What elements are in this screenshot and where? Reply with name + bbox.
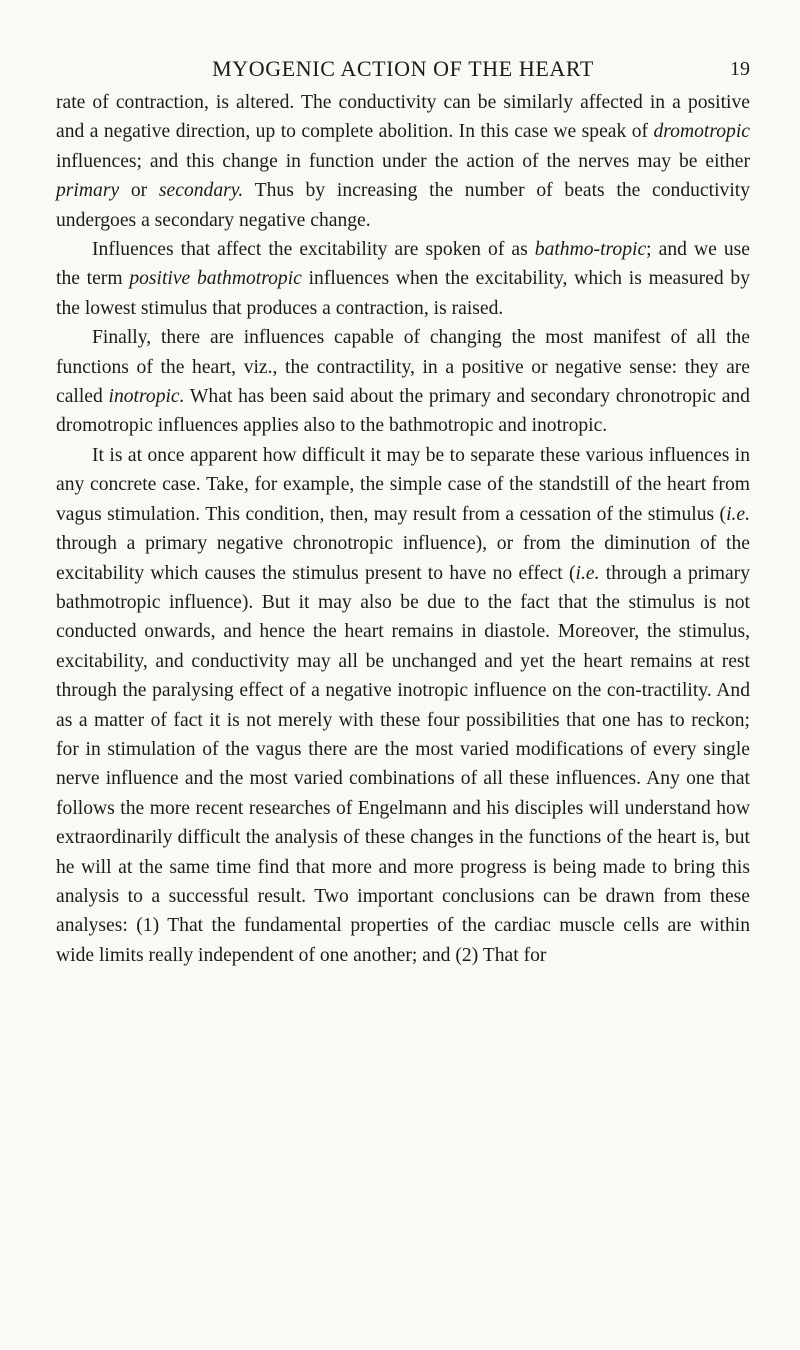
running-head: MYOGENIC ACTION OF THE HEART <box>212 56 594 81</box>
italic-term: inotropic. <box>108 386 185 408</box>
paragraph <box>56 323 750 441</box>
body-text <box>56 88 750 970</box>
italic-term: i.e. <box>726 503 750 525</box>
paragraph <box>56 441 750 970</box>
text-run: ; and we use the term <box>56 239 750 290</box>
text-run: Influences that affect the excitability are spoken of as <box>92 239 535 261</box>
italic-term: bathmo-tropic <box>534 239 647 261</box>
italic-term: primary <box>56 180 120 202</box>
text-run: It is at once apparent how difficult it may be to separate these various influences in any concrete case. Take, for example, the simple case of the standstill of the heart from vagus stimulation. This condition, then, may result from a cessation of the stimulus ( <box>56 444 750 525</box>
text-run: influences; and this change in function under the action of the nerves may be either <box>56 150 750 172</box>
page-header <box>56 54 750 84</box>
italic-term: positive bathmotropic <box>129 268 302 290</box>
italic-term: i.e. <box>575 562 600 584</box>
text-run: through a primary bathmotropic influence). But it may also be due to the fact that the stimulus is not conducted onwards, and hence the heart remains in diastole. Moreover, the stimulus, excitability, and conductivity may all be unchanged and yet the heart remains at rest through the paralysing effect of a negative inotropic influence on the con-tractility. And as a matter of fact it is not merely with these four possibilities that one has to reckon; for in stimulation of the vagus there are the most varied modifications of every single nerve influence and the most varied combinations of all these influences. Any one that follows the more recent researches of Engelmann and his disciples will understand how extraordinarily difficult the analysis of these changes in the functions of the heart is, but he will at the same time find that more and more progress is being made to bring this analysis to a successful result. Two important conclusions can be drawn from these analyses: (1) That the fundamental properties of the cardiac muscle cells are within wide limits really independent of one another; and (2) That for <box>56 562 750 966</box>
paragraph <box>56 235 750 323</box>
text-run: or <box>119 180 159 202</box>
text-run: Finally, there are influences capable of changing the most manifest of all the functions of the heart, viz., the contractility, in a positive or negative sense: they are called <box>56 327 750 408</box>
italic-term: secondary. <box>158 180 244 202</box>
italic-term: dromotropic <box>653 121 750 143</box>
page-number: 19 <box>730 58 750 80</box>
text-run: rate of contraction, is altered. The conductivity can be similarly affected in a positive and a negative direction, up to complete abolition. In this case we speak of <box>56 92 750 143</box>
text-run: through a primary negative chronotropic influence), or from the diminution of the excitability which causes the stimulus present to have no effect ( <box>56 533 750 584</box>
text-run: Thus by increasing the number of beats the conductivity undergoes a secondary negative change. <box>56 180 750 231</box>
text-run: What has been said about the primary and secondary chronotropic and dromotropic influences applies also to the bathmotropic and inotropic. <box>56 386 750 437</box>
paragraph <box>56 88 750 235</box>
text-run: influences when the excitability, which is measured by the lowest stimulus that produces a contraction, is raised. <box>56 268 751 319</box>
